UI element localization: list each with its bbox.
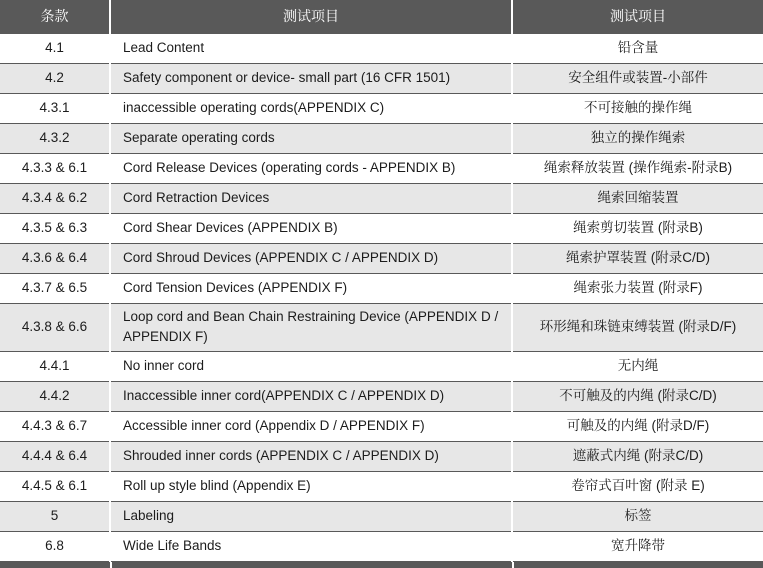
test-item-en-cell: No inner cord	[110, 352, 512, 382]
test-item-zh-cell: 可触及的内绳 (附录D/F)	[512, 412, 763, 442]
test-item-zh-cell: 独立的操作绳索	[512, 123, 763, 153]
column-header-test-item-zh: 测试项目	[512, 0, 763, 33]
test-item-zh-cell: 环形绳和珠链束缚装置 (附录D/F)	[512, 303, 763, 352]
test-item-en-cell: inaccessible operating cords(APPENDIX C)	[110, 93, 512, 123]
table-row	[0, 472, 763, 502]
test-item-en-cell: Shrouded inner cords (APPENDIX C / APPENDIX D)	[110, 442, 512, 472]
table-row	[0, 352, 763, 382]
table-row	[0, 183, 763, 213]
test-item-zh-cell: 宽升降带	[512, 532, 763, 562]
table-row	[0, 412, 763, 442]
clause-cell: 4.3.1	[0, 93, 110, 123]
test-item-zh-cell: 绳索护罩装置 (附录C/D)	[512, 243, 763, 273]
test-item-zh-cell: 绳索释放装置 (操作绳索-附录B)	[512, 153, 763, 183]
clause-cell: 4.4.1	[0, 352, 110, 382]
table-row	[0, 243, 763, 273]
table-row	[0, 213, 763, 243]
test-item-zh-cell: 安全组件或装置-小部件	[512, 63, 763, 93]
test-item-zh-cell: 绳索回缩装置	[512, 183, 763, 213]
clause-cell: 4.4.5 & 6.1	[0, 472, 110, 502]
test-item-zh-cell: 标签	[512, 502, 763, 532]
clause-cell: 4.1	[0, 33, 110, 63]
test-item-en-cell: Inaccessible inner cord(APPENDIX C / APPENDIX D)	[110, 382, 512, 412]
table-row	[0, 93, 763, 123]
clause-cell: 4.3.6 & 6.4	[0, 243, 110, 273]
table-row	[0, 153, 763, 183]
table-body	[0, 33, 763, 562]
next-table-header-strip	[0, 562, 763, 568]
clause-cell: 5	[0, 502, 110, 532]
clause-cell: 4.3.5 & 6.3	[0, 213, 110, 243]
test-item-zh-cell: 卷帘式百叶窗 (附录 E)	[512, 472, 763, 502]
test-item-en-cell: Cord Shear Devices (APPENDIX B)	[110, 213, 512, 243]
table-row	[0, 273, 763, 303]
table-row	[0, 532, 763, 562]
table-row	[0, 303, 763, 352]
test-item-zh-cell: 遮蔽式内绳 (附录C/D)	[512, 442, 763, 472]
clause-cell: 4.2	[0, 63, 110, 93]
test-item-en-cell: Cord Release Devices (operating cords - APPENDIX B)	[110, 153, 512, 183]
next-header-segment-en	[110, 562, 512, 568]
clause-cell: 4.4.2	[0, 382, 110, 412]
column-header-test-item-en: 测试项目	[110, 0, 512, 33]
table-header	[0, 0, 763, 33]
clause-cell: 4.4.4 & 6.4	[0, 442, 110, 472]
test-item-zh-cell: 不可触及的内绳 (附录C/D)	[512, 382, 763, 412]
next-header-segment-zh	[512, 562, 763, 568]
clause-cell: 4.3.8 & 6.6	[0, 303, 110, 352]
test-item-zh-cell: 铅含量	[512, 33, 763, 63]
test-item-en-cell: Cord Tension Devices (APPENDIX F)	[110, 273, 512, 303]
test-item-zh-cell: 不可接触的操作绳	[512, 93, 763, 123]
table-row	[0, 502, 763, 532]
test-item-en-cell: Cord Shroud Devices (APPENDIX C / APPENDIX D)	[110, 243, 512, 273]
clause-cell: 4.3.7 & 6.5	[0, 273, 110, 303]
clause-cell: 4.3.2	[0, 123, 110, 153]
test-item-zh-cell: 无内绳	[512, 352, 763, 382]
test-item-en-cell: Roll up style blind (Appendix E)	[110, 472, 512, 502]
clause-cell: 4.3.3 & 6.1	[0, 153, 110, 183]
next-header-segment-clause	[0, 562, 110, 568]
column-header-clause: 条款	[0, 0, 110, 33]
clause-cell: 4.3.4 & 6.2	[0, 183, 110, 213]
test-item-zh-cell: 绳索张力装置 (附录F)	[512, 273, 763, 303]
test-item-en-cell: Accessible inner cord (Appendix D / APPENDIX F)	[110, 412, 512, 442]
test-item-en-cell: Wide Life Bands	[110, 532, 512, 562]
test-item-zh-cell: 绳索剪切装置 (附录B)	[512, 213, 763, 243]
test-item-en-cell: Labeling	[110, 502, 512, 532]
clause-cell: 6.8	[0, 532, 110, 562]
table-row	[0, 33, 763, 63]
test-item-en-cell: Cord Retraction Devices	[110, 183, 512, 213]
header-row	[0, 0, 763, 33]
clause-cell: 4.4.3 & 6.7	[0, 412, 110, 442]
table-row	[0, 442, 763, 472]
table-row	[0, 123, 763, 153]
test-item-en-cell: Safety component or device- small part (16 CFR 1501)	[110, 63, 512, 93]
table-row	[0, 63, 763, 93]
table-row	[0, 382, 763, 412]
test-item-en-cell: Lead Content	[110, 33, 512, 63]
test-item-en-cell: Separate operating cords	[110, 123, 512, 153]
test-item-en-cell: Loop cord and Bean Chain Restraining Device (APPENDIX D / APPENDIX F)	[110, 303, 512, 352]
